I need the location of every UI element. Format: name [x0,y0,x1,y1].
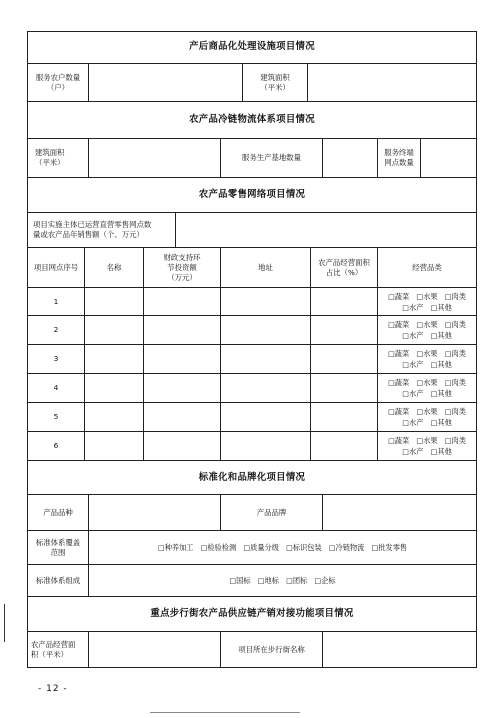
standard-coverage-checkboxes[interactable]: □种养加工 □检验检测 □质量分级 □标识包装 □冷链物流 □批发零售 [157,543,408,552]
category-checkboxes[interactable]: □蔬菜 □水果 □肉类 □水产 □其他 [388,378,466,398]
label-served-farmers: 服务农户数量 （户） [35,72,81,92]
category-checkboxes[interactable]: □蔬菜 □水果 □肉类 □水产 □其他 [388,407,466,427]
label-business-area: 农产品经营面 积（平米） [31,640,76,659]
label-product-brand: 产品品牌 [256,507,287,517]
header-address: 地址 [258,262,273,272]
label-product-variety: 产品品种 [43,507,73,517]
row-serial: 6 [53,441,59,450]
row-serial: 2 [53,325,59,334]
input-building-area-2[interactable] [89,139,220,177]
standard-composition-checkboxes[interactable]: □国标 □地标 □团标 □企标 [229,576,336,585]
category-checkboxes[interactable]: □蔬菜 □水果 □肉类 □水产 □其他 [388,436,466,456]
input-building-area-1[interactable] [308,64,476,101]
section-title-coldchain: 农产品冷链物流体系项目情况 [189,114,315,125]
row-serial: 5 [53,412,59,421]
scan-edge-mark [4,604,5,642]
header-investment: 财政支持环 节投资额 （万元） [163,252,201,282]
label-street-name: 项目所在步行街名称 [238,645,305,654]
input-product-brand[interactable] [323,495,476,530]
category-checkboxes[interactable]: □蔬菜 □水果 □肉类 □水产 □其他 [388,320,466,340]
input-retail-summary[interactable] [176,213,476,247]
category-checkboxes[interactable]: □蔬菜 □水果 □肉类 □水产 □其他 [388,349,466,369]
label-building-area-2: 建筑面积 （平米） [35,148,65,167]
header-area-ratio: 农产品经营面积 占比（%） [318,257,370,277]
category-checkboxes[interactable]: □蔬菜 □水果 □肉类 □水产 □其他 [388,291,466,312]
label-terminal-count: 服务终端 网点数量 [384,148,414,167]
label-standard-composition: 标准体系组成 [35,575,81,585]
label-building-area-1: 建筑面积 （平米） [260,72,290,92]
section-title-postharvest: 产后商品化处理设施项目情况 [189,41,315,52]
header-categories: 经营品类 [412,262,442,272]
header-serial: 项目网点序号 [33,262,79,272]
row-serial: 1 [53,296,59,306]
page-number: - 12 - [38,684,68,694]
section-title-pedestrian-street: 重点步行街农产品供应链产销对接功能项目情况 [150,608,354,619]
input-served-farmers[interactable] [89,64,242,101]
section-title-retail: 农产品零售网络项目情况 [198,189,306,200]
section-title-standardization: 标准化和品牌化项目情况 [198,471,306,483]
input-street-name[interactable] [323,632,476,668]
row-serial: 3 [53,354,59,363]
input-terminal-count[interactable] [421,139,476,177]
label-standard-coverage: 标准体系覆盖 范围 [35,537,81,557]
label-base-count: 服务生产基地数量 [241,153,302,162]
input-business-area[interactable] [89,632,220,668]
input-product-variety[interactable] [89,495,220,530]
scan-edge-mark [150,712,300,713]
row-serial: 4 [53,383,59,392]
header-name: 名称 [106,262,122,272]
input-base-count[interactable] [323,139,377,177]
label-retail-summary: 项目实施主体已运营直营零售网点数 量或农产品年销售额（个、万元） [33,220,152,239]
